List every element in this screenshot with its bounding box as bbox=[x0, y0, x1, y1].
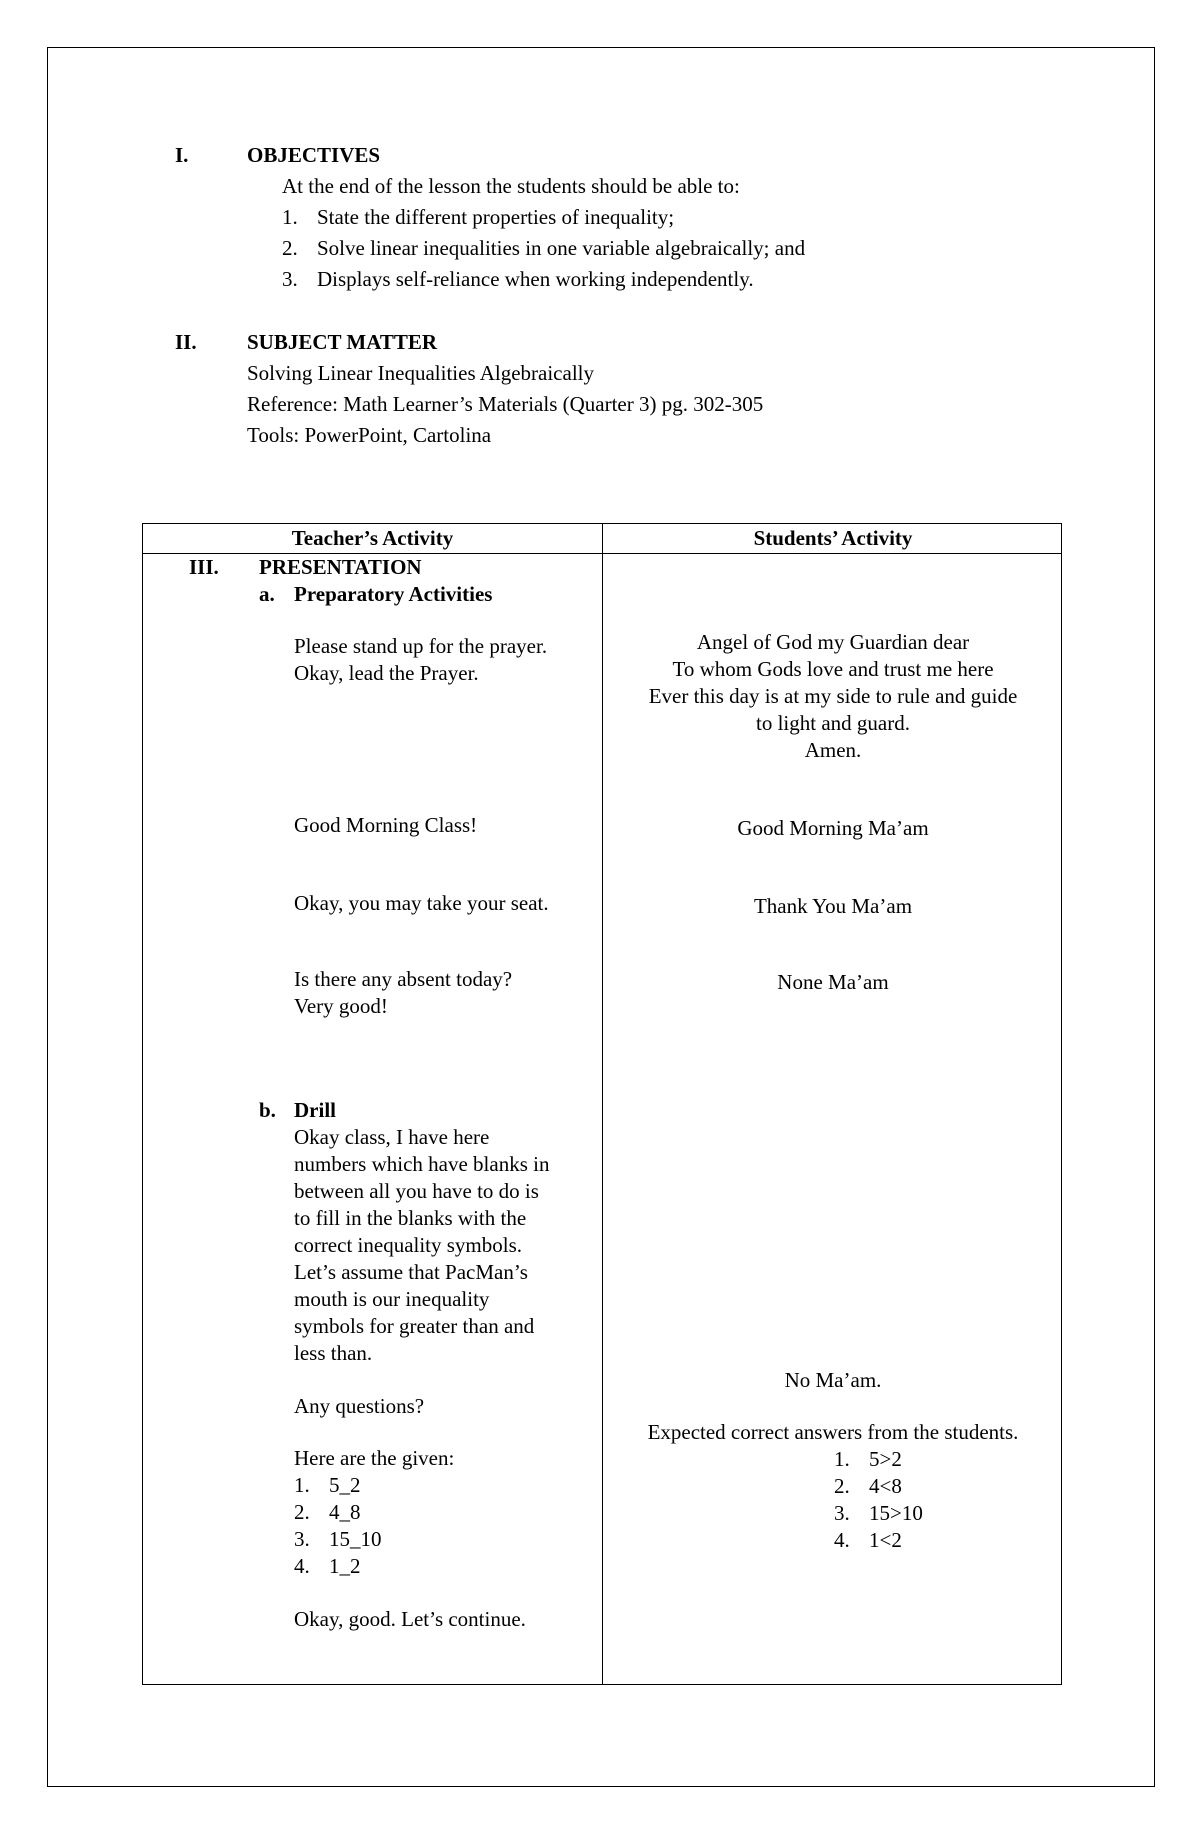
objectives-number: I. bbox=[175, 143, 189, 167]
presentation-number: III. bbox=[189, 555, 219, 579]
teacher-prayer-line: Okay, lead the Prayer. bbox=[294, 661, 479, 685]
presentation-title: PRESENTATION bbox=[259, 555, 422, 579]
objectives-intro: At the end of the lesson the students should be able to: bbox=[282, 174, 740, 198]
teacher-continue: Okay, good. Let’s continue. bbox=[294, 1607, 526, 1631]
teacher-greeting: Good Morning Class! bbox=[294, 813, 478, 837]
teacher-absent-question: Very good! bbox=[294, 994, 388, 1018]
drill-text-line: Okay class, I have here bbox=[294, 1125, 490, 1149]
answer-number: 2. bbox=[834, 1474, 850, 1498]
drill-text-line: Let’s assume that PacMan’s bbox=[294, 1260, 528, 1284]
student-prayer-line: To whom Gods love and trust me here bbox=[672, 657, 994, 681]
answer-number: 3. bbox=[834, 1501, 850, 1525]
student-prayer-line: Amen. bbox=[804, 738, 862, 762]
given-item: 4_8 bbox=[329, 1500, 361, 1524]
objective-item: State the different properties of inequality; bbox=[317, 205, 675, 229]
drill-text-line: between all you have to do is bbox=[294, 1179, 539, 1203]
answer-item: 4<8 bbox=[869, 1474, 902, 1498]
prep-title: Preparatory Activities bbox=[294, 582, 493, 606]
objective-number: 1. bbox=[282, 205, 298, 229]
student-no-questions: No Ma’am. bbox=[784, 1368, 882, 1392]
student-prayer-line: to light and guard. bbox=[756, 711, 910, 735]
given-number: 4. bbox=[294, 1554, 310, 1578]
student-greeting: Good Morning Ma’am bbox=[737, 816, 929, 840]
objective-number: 2. bbox=[282, 236, 298, 260]
drill-text-line: symbols for greater than and bbox=[294, 1314, 535, 1338]
objective-number: 3. bbox=[282, 267, 298, 291]
answer-number: 1. bbox=[834, 1447, 850, 1471]
subject-matter-title: SUBJECT MATTER bbox=[247, 330, 438, 354]
teacher-seat: Okay, you may take your seat. bbox=[294, 891, 549, 915]
teacher-absent-question: Is there any absent today? bbox=[294, 967, 513, 991]
teacher-given-intro: Here are the given: bbox=[294, 1446, 455, 1470]
answer-item: 15>10 bbox=[869, 1501, 923, 1525]
drill-text-line: to fill in the blanks with the bbox=[294, 1206, 527, 1230]
subject-topic: Solving Linear Inequalities Algebraically bbox=[247, 361, 594, 385]
teacher-activity-header: Teacher’s Activity bbox=[291, 526, 454, 550]
answer-item: 5>2 bbox=[869, 1447, 902, 1471]
student-expected-intro: Expected correct answers from the students. bbox=[647, 1420, 1019, 1444]
objective-item: Solve linear inequalities in one variable algebraically; and bbox=[317, 236, 806, 260]
given-item: 5_2 bbox=[329, 1473, 361, 1497]
drill-letter: b. bbox=[259, 1098, 276, 1122]
student-prayer-line: Angel of God my Guardian dear bbox=[696, 630, 970, 654]
students-activity-header: Students’ Activity bbox=[753, 526, 913, 550]
subject-reference: Reference: Math Learner’s Materials (Quarter 3) pg. 302-305 bbox=[247, 392, 764, 416]
student-absent-reply: None Ma’am bbox=[777, 970, 889, 994]
drill-text-line: mouth is our inequality bbox=[294, 1287, 490, 1311]
student-prayer-line: Ever this day is at my side to rule and guide bbox=[648, 684, 1018, 708]
student-seat-reply: Thank You Ma’am bbox=[753, 894, 913, 918]
answer-number: 4. bbox=[834, 1528, 850, 1552]
given-number: 2. bbox=[294, 1500, 310, 1524]
objectives-title: OBJECTIVES bbox=[247, 143, 381, 167]
subject-tools: Tools: PowerPoint, Cartolina bbox=[247, 423, 492, 447]
given-number: 3. bbox=[294, 1527, 310, 1551]
drill-title: Drill bbox=[294, 1098, 336, 1122]
given-number: 1. bbox=[294, 1473, 310, 1497]
drill-text-line: numbers which have blanks in bbox=[294, 1152, 550, 1176]
drill-text-line: less than. bbox=[294, 1341, 373, 1365]
teacher-prayer-line: Please stand up for the prayer. bbox=[294, 634, 548, 658]
teacher-any-questions: Any questions? bbox=[294, 1394, 425, 1418]
objective-item: Displays self-reliance when working independently. bbox=[317, 267, 754, 291]
subject-matter-number: II. bbox=[175, 330, 197, 354]
activity-table bbox=[142, 523, 1062, 1685]
drill-text-line: correct inequality symbols. bbox=[294, 1233, 523, 1257]
answer-item: 1<2 bbox=[869, 1528, 902, 1552]
given-item: 15_10 bbox=[329, 1527, 382, 1551]
prep-letter: a. bbox=[259, 582, 275, 606]
given-item: 1_2 bbox=[329, 1554, 361, 1578]
